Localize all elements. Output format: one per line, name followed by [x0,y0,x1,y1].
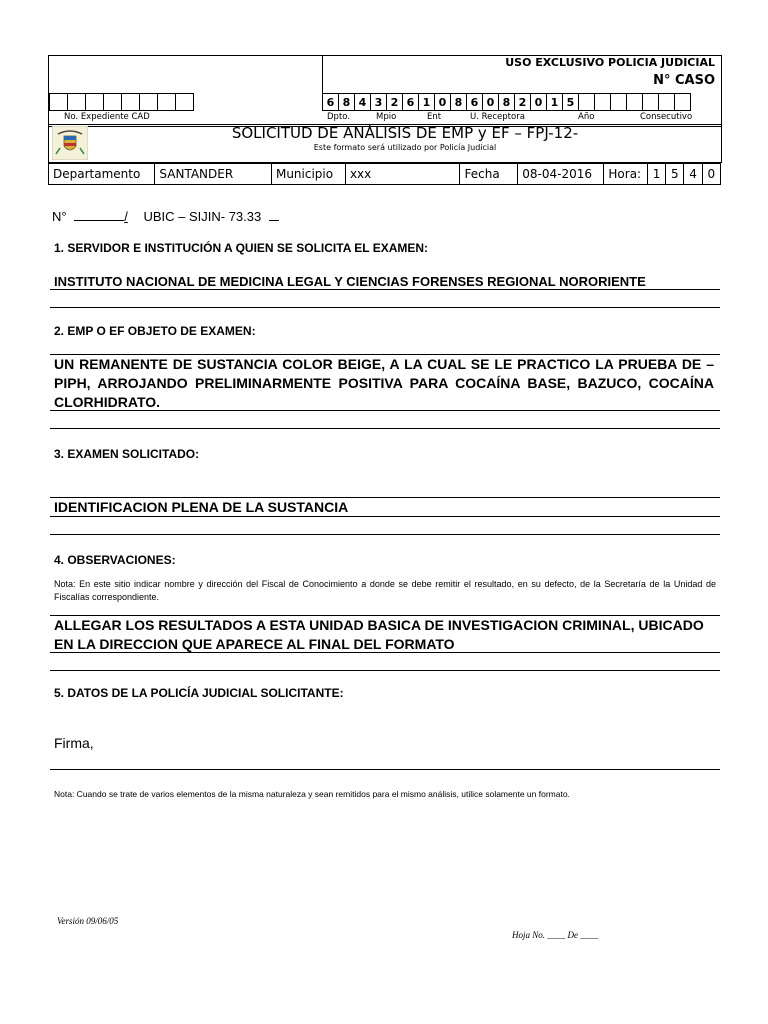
mpio-label: Mpio [376,112,397,122]
case-digit: 3 [371,94,387,111]
hoja-label: Hoja No. ____ De ____ [512,930,599,940]
consecutivo-label: Consecutivo [640,112,693,122]
form-subtitle: Este formato será utilizado por Policía Judicial [313,143,497,152]
hora-label: Hora: [604,164,648,185]
hora-digit[interactable]: 4 [684,164,702,185]
case-digit: 2 [387,94,403,111]
case-digit: 5 [563,94,579,111]
case-digit [627,94,643,111]
rule [50,670,720,671]
cad-cell[interactable] [140,94,158,111]
ubic-blank[interactable] [269,208,279,221]
rule [50,534,720,535]
case-digit [611,94,627,111]
form-title: SOLICITUD DE ANÁLISIS DE EMP y EF – FPJ-12- [231,124,579,142]
expediente-cad-cells [49,93,194,111]
colombia-coat-of-arms-icon [52,126,88,160]
location-row [48,163,721,185]
case-digit: 6 [403,94,419,111]
section-3-answer[interactable]: IDENTIFICACION PLENA DE LA SUSTANCIA [54,499,349,515]
departamento-value[interactable]: SANTANDER [155,164,272,185]
case-digit: 8 [499,94,515,111]
case-digit: 0 [435,94,451,111]
cad-cell[interactable] [68,94,86,111]
case-digit: 1 [419,94,435,111]
hora-digit[interactable]: 0 [702,164,720,185]
version-label: Versión 09/06/05 [57,916,119,926]
cad-cell[interactable] [122,94,140,111]
cad-cell[interactable] [86,94,104,111]
case-digit [595,94,611,111]
final-note: Nota: Cuando se trate de varios elementos de la misma naturaleza y sean remitidos para el mismo análisis, utilice solamente un formato. [54,789,570,799]
header-divider-vertical [322,55,323,93]
case-digit [659,94,675,111]
section-4-title: 4. OBSERVACIONES: [54,553,176,567]
case-digit: 8 [339,94,355,111]
case-digit: 2 [515,94,531,111]
uso-exclusivo-label: USO EXCLUSIVO POLICIA JUDICIAL [505,56,715,69]
case-digit: 0 [483,94,499,111]
ref-slash: / [124,209,128,224]
cad-cell[interactable] [158,94,176,111]
case-digit [675,94,691,111]
cad-cell[interactable] [176,94,194,111]
case-number-cells [322,93,691,111]
section-2-title: 2. EMP O EF OBJETO DE EXAMEN: [54,324,256,338]
rule [50,307,720,308]
rule [50,652,720,653]
rule [50,289,720,290]
fecha-label: Fecha [460,164,518,185]
hora-digit[interactable]: 5 [666,164,684,185]
expediente-cad-label: No. Expediente CAD [64,112,150,122]
firma-label: Firma, [54,735,94,751]
fecha-value[interactable]: 08-04-2016 [518,164,604,185]
case-digit [579,94,595,111]
case-digit: 1 [547,94,563,111]
section-2-answer[interactable]: UN REMANENTE DE SUSTANCIA COLOR BEIGE, A LA CUAL SE LE PRACTICO LA PRUEBA DE – PIPH, ARROJANDO PRELIMINARMENTE POSITIVA PARA COCAÍNA BASE, BAZUCO, COCAÍNA CLORHIDRATO. [54,356,714,410]
case-digit: 6 [323,94,339,111]
hora-digit[interactable]: 1 [647,164,665,185]
ref-number-blank[interactable] [74,208,124,221]
rule [50,428,720,429]
ref-number-label: N° [52,209,67,224]
section-3-title: 3. EXAMEN SOLICITADO: [54,447,200,461]
rule [50,516,720,517]
cad-cell[interactable] [50,94,68,111]
section-4-note: Nota: En este sitio indicar nombre y dirección del Fiscal de Conocimiento a donde se debe remitir el resultado, en su defecto, de la Secretaría de la Unidad de Fiscalías correspondiente. [54,579,716,602]
dpto-label: Dpto. [327,112,351,122]
section-4-answer[interactable]: ALLEGAR LOS RESULTADOS A ESTA UNIDAD BASICA DE INVESTIGACION CRIMINAL, UBICADO EN LA DIRECCION QUE APARECE AL FINAL DEL FORMATO [54,617,704,652]
rule [50,410,720,411]
section-1-answer[interactable]: INSTITUTO NACIONAL DE MEDICINA LEGAL Y CIENCIAS FORENSES REGIONAL NORORIENTE [54,274,646,289]
case-digit: 8 [451,94,467,111]
case-digit: 0 [531,94,547,111]
ubic-text: UBIC – SIJIN- 73.33 [143,209,262,224]
municipio-value[interactable]: xxx [345,164,460,185]
section-1-title: 1. SERVIDOR E INSTITUCIÓN A QUIEN SE SOLICITA EL EXAMEN: [54,241,429,255]
section-5-title: 5. DATOS DE LA POLICÍA JUDICIAL SOLICITANTE: [54,686,344,700]
cad-cell[interactable] [104,94,122,111]
caso-label: N° CASO [653,73,715,88]
reference-line [52,208,279,224]
receptora-label: U. Receptora [470,112,525,122]
ent-label: Ent [427,112,442,122]
signature-line[interactable] [50,769,720,770]
case-digit: 4 [355,94,371,111]
case-digit [643,94,659,111]
ano-label: Año [578,112,595,122]
case-digit: 6 [467,94,483,111]
municipio-label: Municipio [271,164,345,185]
departamento-label: Departamento [49,164,155,185]
